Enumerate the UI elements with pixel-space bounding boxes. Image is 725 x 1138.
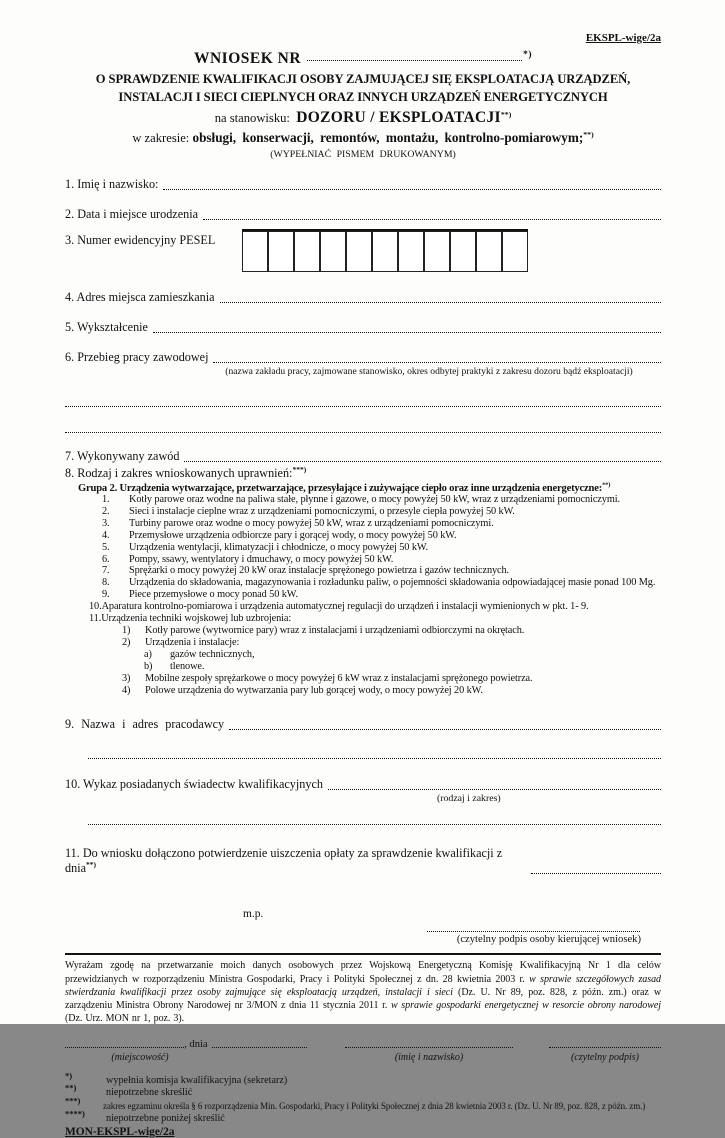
group2-item: 7. Sprężarki o mocy powyżej 20 kW oraz instalacje sprężonego powietrza i gazów technicznych. <box>102 565 510 577</box>
military-item: 2) Urządzenia i instalacje: <box>122 636 240 648</box>
certificates-input-line[interactable] <box>328 782 661 790</box>
field-address <box>65 290 661 305</box>
birth-input-line[interactable] <box>203 212 661 220</box>
field-birth-label: 2. Data i miejsce urodzenia <box>65 207 198 221</box>
career-extra-line-1[interactable] <box>65 406 661 407</box>
field-name-label: 1. Imię i nazwisko: <box>65 177 159 191</box>
installation-item: b) tlenowe. <box>144 660 205 672</box>
group2-item: 5. Urządzenia wentylacji, klimatyzacji i chłodnicze, o mocy powyżej 50 kW. <box>102 541 429 553</box>
place-date-field <box>65 1039 307 1050</box>
field-pesel <box>65 233 661 272</box>
pesel-cell[interactable] <box>372 231 398 272</box>
field-fee <box>65 846 661 876</box>
group2-item: 4. Przemysłowe urządzenia odbiorcze pary i gorącej wody, o mocy powyżej 50 kW. <box>102 529 457 541</box>
field-address-label: 4. Adres miejsca zamieszkania <box>65 290 215 304</box>
group2-heading: Grupa 2. Urządzenia wytwarzające, przetwarzające, przesyłające i zużywające ciepło oraz inne urządzenia energetyczne:**) <box>78 481 611 494</box>
career-input-line[interactable] <box>213 355 661 363</box>
mp-stamp-label: m.p. <box>243 908 264 921</box>
education-input-line[interactable] <box>153 325 661 333</box>
field-education-label: 5. Wykształcenie <box>65 320 148 334</box>
footnote: **) niepotrzebne skreślić <box>65 1083 193 1099</box>
form-subtitle-line1: O SPRAWDZENIE KWALIFIKACJI OSOBY ZAJMUJĄCEJ SIĘ EKSPLOATACJĄ URZĄDZEŃ, <box>95 72 631 86</box>
place-input-line[interactable] <box>65 1047 184 1048</box>
field-name <box>65 177 661 192</box>
field-certificates-label: 10. Wykaz posiadanych świadectw kwalifikacyjnych <box>65 777 323 792</box>
pesel-cell[interactable] <box>476 231 502 272</box>
place-hint: (miejscowość) <box>111 1051 169 1063</box>
employer-extra-line[interactable] <box>88 758 661 759</box>
fullname-input-line[interactable] <box>345 1038 513 1048</box>
group2-item: 9. Piece przemysłowe o mocy ponad 50 kW. <box>102 589 298 601</box>
field-employer <box>65 717 661 732</box>
form-subtitle-line2: INSTALACJI I SIECI CIEPLNYCH ORAZ INNYCH URZĄDZEŃ ENERGETYCZNYCH <box>118 89 608 104</box>
signature-hint: (czytelny podpis) <box>570 1051 640 1063</box>
field-occupation <box>65 449 661 464</box>
field-fee-label: 11. Do wniosku dołączono potwierdzenie uiszczenia opłaty za sprawdzenie kwalifikacji z dnia**) <box>65 846 503 876</box>
field-birth <box>65 207 661 222</box>
pesel-cell[interactable] <box>268 231 294 272</box>
pesel-cell[interactable] <box>346 231 372 272</box>
field-career <box>65 350 661 365</box>
applicant-signature-hint: (czytelny podpis osoby kierującej wniosek) <box>456 934 641 946</box>
signature-input-line[interactable] <box>549 1038 661 1048</box>
certificates-hint: (rodzaj i zakres) <box>437 793 501 805</box>
group2-list <box>65 494 661 696</box>
fill-instruction: (WYPEŁNIAĆ PISMEM DRUKOWANYM) <box>270 149 456 160</box>
career-hint: (nazwa zakładu pracy, zajmowane stanowisko, okres odbytej praktyki z zakresu dozoru bądź eksploatacji) <box>225 366 633 377</box>
form-title: WNIOSEK NR *) <box>193 48 533 67</box>
pesel-cell[interactable] <box>242 231 268 272</box>
pesel-cell[interactable] <box>502 231 528 272</box>
form-code-top: EKSPL-wige/2a <box>585 32 661 44</box>
field-pesel-label: 3. Numer ewidencyjny PESEL <box>65 233 216 247</box>
pesel-cell[interactable] <box>320 231 346 272</box>
military-item: 1) Kotły parowe (wytwornice pary) wraz z instalacjami i urządzeniami odbiorczymi na okrętach. <box>122 624 525 636</box>
group2-item-10: 10. Aparatura kontrolno-pomiarowa i urządzenia automatycznej regulacji do urządzeń i instalacji wymienionych w pkt. 1- 9. <box>89 601 589 613</box>
certificates-extra-line[interactable] <box>88 824 661 825</box>
field-occupation-label: 7. Wykonywany zawód <box>65 449 180 463</box>
footnotes <box>65 1070 661 1125</box>
occupation-input-line[interactable] <box>184 454 661 462</box>
address-input-line[interactable] <box>220 295 661 303</box>
field-rights-heading: 8. Rodzaj i zakres wnioskowanych uprawnień:***) <box>65 464 307 480</box>
footnote: *) wypełnia komisja kwalifikacyjna (sekretarz) <box>65 1070 288 1086</box>
pesel-boxes <box>242 229 528 272</box>
pesel-cell[interactable] <box>294 231 320 272</box>
pesel-cell[interactable] <box>398 231 424 272</box>
position-line: na stanowisku: DOZORU / EKSPLOATACJI**) <box>214 109 512 126</box>
form-code-bottom: MON-EKSPL-wige/2a <box>65 1126 175 1138</box>
field-career-label: 6. Przebieg pracy zawodowej <box>65 350 209 364</box>
group2-item: 6. Pompy, ssawy, wentylatory i dmuchawy, o mocy powyżej 50 kW. <box>102 553 394 565</box>
fee-date-input-line[interactable] <box>531 866 661 874</box>
name-input-line[interactable] <box>163 182 661 190</box>
pesel-cell[interactable] <box>450 231 476 272</box>
field-employer-label: 9. Nazwa i adres pracodawcy <box>65 717 225 732</box>
bottom-signature-row <box>65 1038 661 1050</box>
field-certificates <box>65 777 661 792</box>
employer-input-line[interactable] <box>229 722 661 730</box>
scope-line: w zakresie: obsługi, konserwacji, remontów, montażu, kontrolno-pomiarowym;**) <box>132 129 594 145</box>
pesel-cell[interactable] <box>424 231 450 272</box>
military-item: 4) Polowe urządzenia do wytwarzania pary lub gorącej wody, o mocy powyżej 20 kW. <box>122 684 483 696</box>
group2-item-11: 11. Urządzenia techniki wojskowej lub uzbrojenia: <box>89 613 292 625</box>
group2-item: 3. Turbiny parowe oraz wodne o mocy powyżej 50 kW, wraz z urządzeniami pomocniczymi. <box>102 517 494 529</box>
wniosek-number-line[interactable] <box>307 60 522 61</box>
installation-item: a) gazów technicznych, <box>144 648 255 660</box>
military-item: 3) Mobilne zespoły sprężarkowe o mocy powyżej 6 kW wraz z instalacjami sprężonego powietrza. <box>122 672 533 684</box>
fullname-hint: (imię i nazwisko) <box>394 1051 464 1063</box>
group2-item: 1. Kotły parowe oraz wodne na paliwa stałe, płynne i gazowe, o mocy powyżej 50 kW, wraz z urządzeniami pomocniczymi. <box>102 494 620 505</box>
bottom-labels <box>65 1052 661 1063</box>
footnote: ****) niepotrzebne poniżej skreślić <box>65 1108 225 1124</box>
group2-item: 2. Sieci i instalacje cieplne wraz z urządzeniami pomocniczymi, o przesyle ciepła powyżej 50 kW. <box>102 505 515 517</box>
date-input-line[interactable] <box>212 1047 307 1048</box>
applicant-signature-line[interactable] <box>427 931 640 932</box>
separator-rule <box>65 953 661 955</box>
dnia-label: , dnia <box>184 1038 208 1050</box>
consent-paragraph: Wyrażam zgodę na przetwarzanie moich danych osobowych przez Wojskową Energetyczną Komisję Kwalifikacyjną Nr 1 dla celów przewidzianych w rozporządzeniu Ministra Gospodarki, Pracy i Polityki Społecznej z dn. 28 kwietnia 2003 r. w sprawie szczegółowych zasad stwierdzania kwalifikacji przez osoby zajmujące się eksploatacją urządzeń, instalacji i sieci (Dz. U. Nr 89, poz. 828, z późn. zm.) oraz w zarządzeniu Ministra Obrony Narodowej nr 3/MON z dnia 11 stycznia 2011 r. w sprawie gospodarki energetycznej w resorcie obrony narodowej (Dz. Urz. MON nr 1, poz. 3). <box>65 960 661 1024</box>
footnote: ***) zakres egzaminu określa § 6 rozporządzenia Min. Gospodarki, Pracy i Polityki Społecznej z dnia 28 kwietnia 2003 r. (Dz. U. Nr 89, poz. 828, z późn. zm.) <box>65 1095 646 1112</box>
group2-item: 8. Urządzenia do składowania, magazynowania i rozładunku paliw, o pojemności składowania odpowiadającej masie ponad 100 Mg. <box>102 577 656 589</box>
position-value: DOZORU / EKSPLOATACJI <box>296 109 501 126</box>
career-extra-line-2[interactable] <box>65 432 661 433</box>
field-education <box>65 320 661 335</box>
scope-value: obsługi, konserwacji, remontów, montażu, kontrolno-pomiarowym; <box>192 130 584 145</box>
